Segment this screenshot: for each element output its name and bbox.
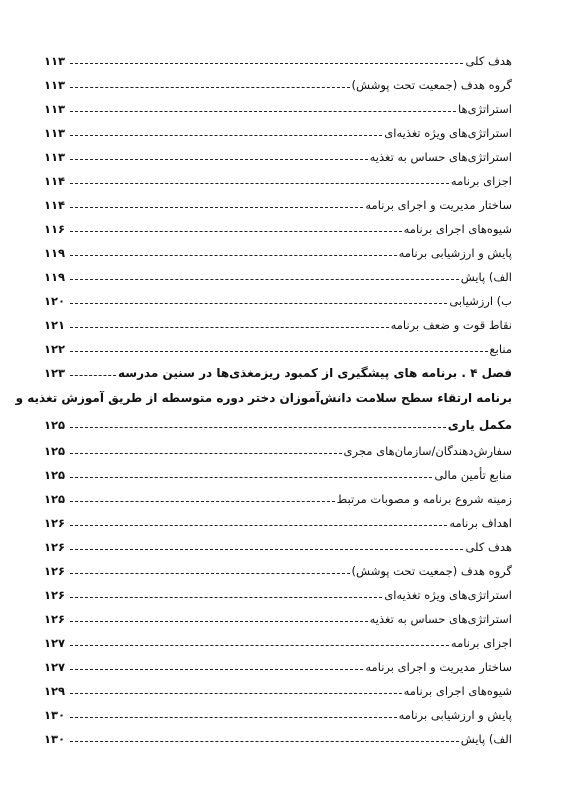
toc-entry	[44, 337, 512, 361]
toc-entry-title: ساختار مدیریت و اجرای برنامه	[365, 660, 512, 674]
toc-entry	[44, 607, 512, 631]
toc-entry-title: منابع تأمین مالی	[434, 468, 512, 482]
toc-entry-page: ۱۱۶	[44, 222, 66, 236]
toc-entry	[44, 97, 512, 121]
dot-leader	[70, 549, 463, 550]
toc-entry-page: ۱۲۶	[44, 540, 66, 554]
dot-leader	[70, 453, 342, 454]
chapter-page: ۱۲۳	[44, 366, 66, 380]
dot-leader	[70, 279, 459, 280]
dot-leader	[70, 255, 397, 256]
toc-entry-page: ۱۲۷	[44, 660, 66, 674]
dot-leader	[70, 87, 350, 88]
toc-entry-title: اجزای برنامه	[450, 636, 512, 650]
dot-leader	[70, 427, 446, 428]
toc-entry-title: سفارش‌دهندگان/سازمان‌های مجری	[343, 444, 512, 458]
toc-entry-title: اجزای برنامه	[450, 174, 512, 188]
toc-entry-title: ب) ارزشیابی	[449, 294, 512, 308]
dot-leader	[70, 231, 402, 232]
program-heading-line2	[44, 412, 512, 439]
toc-entry-title: الف) پایش	[460, 270, 512, 284]
toc-entry-page: ۱۱۳	[44, 78, 66, 92]
toc-entry-title: منابع	[489, 342, 512, 356]
toc-entry-page: ۱۳۰	[44, 732, 66, 746]
toc-entry	[44, 535, 512, 559]
program-heading-text: مکمل یاری	[447, 418, 512, 432]
dot-leader	[70, 621, 368, 622]
toc-entry-title: استراتژی‌های ویژه تغذیه‌ای	[384, 126, 512, 140]
toc-entry-title: نقاط قوت و ضعف برنامه	[390, 318, 512, 332]
toc-entry	[44, 559, 512, 583]
toc-entry-page: ۱۱۳	[44, 126, 66, 140]
program-heading-line1	[15, 385, 512, 412]
toc-entry	[44, 49, 512, 73]
toc-entry	[44, 145, 512, 169]
toc-entry-page: ۱۲۲	[44, 342, 66, 356]
toc-entry-title: استراتژی‌های ویژه تغذیه‌ای	[384, 588, 512, 602]
toc-chapter-entry	[44, 361, 512, 385]
toc-entry-page: ۱۲۷	[44, 636, 66, 650]
dot-leader	[70, 573, 350, 574]
dot-leader	[70, 135, 382, 136]
toc-entry	[44, 679, 512, 703]
toc-entry-title: گروه هدف (جمعیت تحت پوشش)	[351, 78, 512, 92]
dot-leader	[70, 525, 447, 526]
toc-entry-page: ۱۲۰	[44, 294, 66, 308]
toc-entry-title: الف) پایش	[460, 732, 512, 746]
dot-leader	[70, 477, 432, 478]
dot-leader	[70, 207, 363, 208]
dot-leader	[70, 597, 382, 598]
toc-entry-page: ۱۲۶	[44, 612, 66, 626]
toc-entry-page: ۱۱۴	[44, 198, 66, 212]
toc-entry-title: پایش و ارزشیابی برنامه	[398, 708, 512, 722]
toc-entry-page: ۱۱۹	[44, 270, 66, 284]
toc-entry-page: ۱۲۵	[44, 468, 66, 482]
program-heading-page: ۱۲۵	[44, 418, 66, 432]
toc-entry-page: ۱۱۴	[44, 174, 66, 188]
toc-entry-title: هدف کلی	[465, 54, 512, 68]
toc-entry-title: استراتژی‌ها	[458, 102, 512, 116]
toc-entry-title: پایش و ارزشیابی برنامه	[398, 246, 512, 260]
toc-entry-title: استراتژی‌های حساس به تغذیه	[369, 150, 512, 164]
table-of-contents	[15, 49, 512, 751]
toc-entry-title: زمینه شروع برنامه و مصوبات مرتبط	[336, 492, 512, 506]
toc-entry	[44, 241, 512, 265]
dot-leader	[70, 159, 368, 160]
toc-entry-title: شیوه‌های اجرای برنامه	[403, 684, 512, 698]
toc-entry	[44, 217, 512, 241]
toc-entry-page: ۱۱۹	[44, 246, 66, 260]
toc-entry-title: هدف کلی	[465, 540, 512, 554]
toc-entry-page: ۱۳۰	[44, 708, 66, 722]
toc-entry-title: اهداف برنامه	[449, 516, 512, 530]
toc-entry-page: ۱۲۶	[44, 516, 66, 530]
toc-entry-page: ۱۲۶	[44, 588, 66, 602]
dot-leader	[70, 327, 389, 328]
toc-entry-page: ۱۲۹	[44, 684, 66, 698]
toc-entry	[44, 193, 512, 217]
dot-leader	[70, 63, 463, 64]
dot-leader	[70, 669, 363, 670]
dot-leader	[70, 111, 456, 112]
toc-entry-page: ۱۲۶	[44, 564, 66, 578]
dot-leader	[70, 741, 459, 742]
toc-entry-title: استراتژی‌های حساس به تغذیه	[369, 612, 512, 626]
program-heading-text: برنامه ارتقاء سطح سلامت دانش‌آموزان دختر دوره متوسطه از طریق آموزش تغذیه و	[15, 391, 512, 405]
dot-leader	[70, 183, 449, 184]
toc-entry	[44, 169, 512, 193]
toc-entry-page: ۱۲۱	[44, 318, 66, 332]
toc-entry-title: گروه هدف (جمعیت تحت پوشش)	[351, 564, 512, 578]
toc-entry	[44, 463, 512, 487]
toc-entry	[44, 727, 512, 751]
toc-entry	[44, 655, 512, 679]
toc-entry-page: ۱۲۵	[44, 492, 66, 506]
toc-entry-page: ۱۲۵	[44, 444, 66, 458]
toc-entry	[44, 511, 512, 535]
toc-entry	[44, 583, 512, 607]
toc-entry	[44, 289, 512, 313]
toc-entry-page: ۱۱۳	[44, 150, 66, 164]
dot-leader	[70, 375, 116, 376]
toc-entry	[44, 703, 512, 727]
dot-leader	[70, 351, 488, 352]
toc-entry-page: ۱۱۳	[44, 102, 66, 116]
chapter-title: فصل ۴ . برنامه های پیشگیری از کمبود ریزمغذی‌ها در سنین مدرسه	[118, 366, 512, 380]
toc-entry	[44, 313, 512, 337]
dot-leader	[70, 303, 447, 304]
toc-entry	[44, 631, 512, 655]
dot-leader	[70, 645, 449, 646]
toc-entry-title: شیوه‌های اجرای برنامه	[403, 222, 512, 236]
dot-leader	[70, 717, 397, 718]
toc-entry-page: ۱۱۳	[44, 54, 66, 68]
dot-leader	[70, 501, 335, 502]
toc-entry	[44, 73, 512, 97]
toc-entry	[44, 265, 512, 289]
toc-entry-title: ساختار مدیریت و اجرای برنامه	[365, 198, 512, 212]
toc-entry	[44, 487, 512, 511]
toc-entry	[44, 439, 512, 463]
dot-leader	[70, 693, 402, 694]
toc-entry	[44, 121, 512, 145]
